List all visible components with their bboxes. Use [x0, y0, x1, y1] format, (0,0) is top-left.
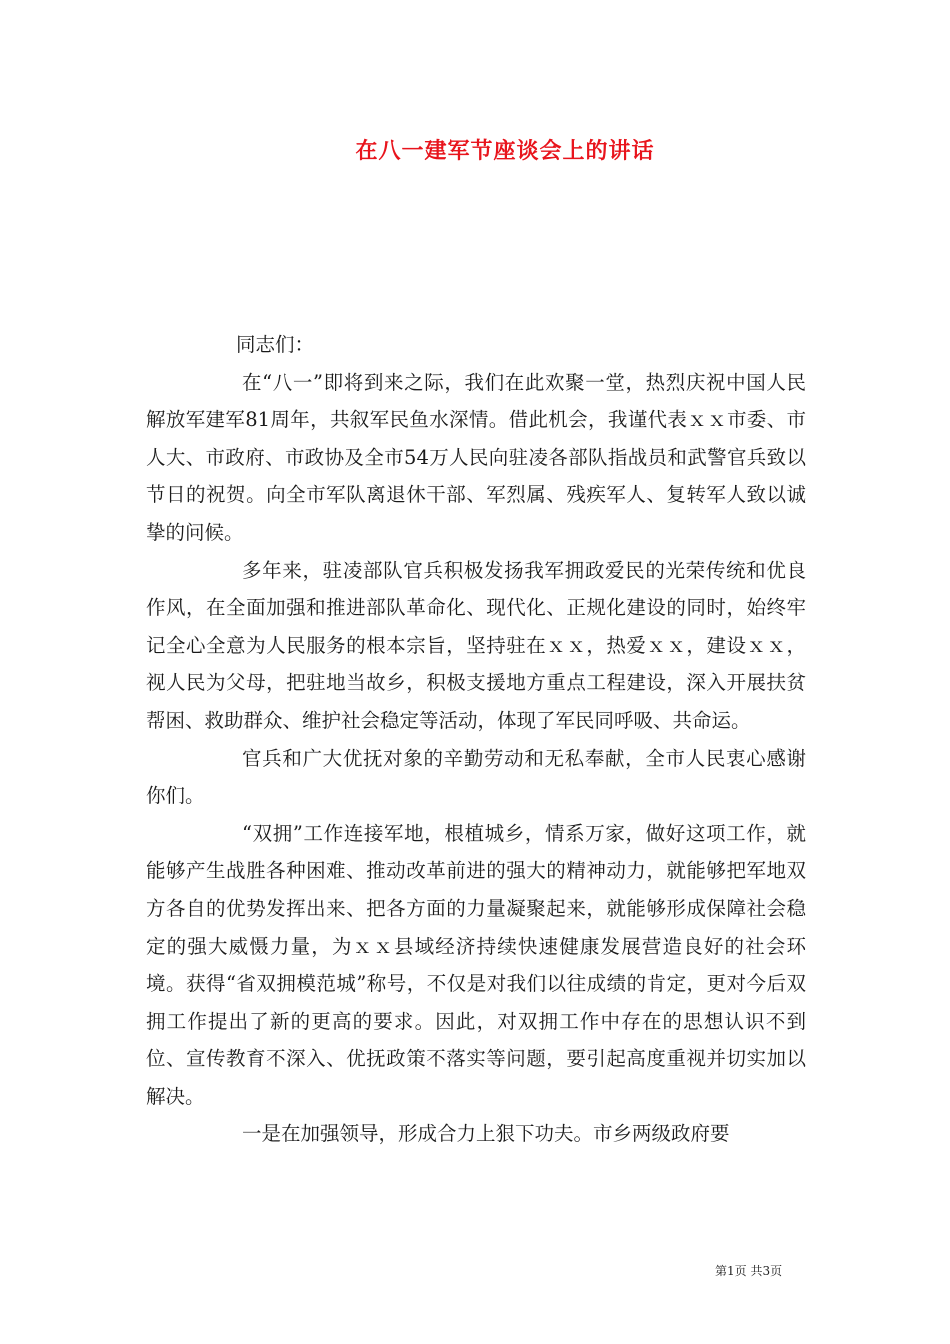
page-number-footer: 第1页 共3页 [715, 1264, 783, 1278]
paragraph-4: “双拥”工作连接军地，根植城乡，情系万家，做好这项工作，就能够产生战胜各种困难、推动改革前进的强大的精神动力，就能够把军地双方各自的优势发挥出来、把各方面的力量凝聚起来，就能够形成保障社会稳定的强大威慑力量，为ｘｘ县域经济持续快速健康发展营造良好的社会环境。获得“省双拥模范城”称号，不仅是对我们以往成绩的肯定，更对今后双拥工作提出了新的更高的要求。因此，对双拥工作中存在的思想认识不到位、宣传教育不深入、优抚政策不落实等问题，要引起高度重视并切实加以解决。 [146, 821, 806, 1108]
salutation: 同志们： [236, 333, 315, 356]
paragraph-3: 官兵和广大优抚对象的辛勤劳动和无私奉献，全市人民衷心感谢你们。 [146, 746, 806, 808]
document-body [146, 326, 806, 1153]
paragraph-5: 一是在加强领导，形成合力上狠下功夫。市乡两级政府要 [242, 1122, 730, 1146]
document-title: 在八一建军节座谈会上的讲话 [355, 138, 655, 164]
paragraph-1: 在“八一”即将到来之际，我们在此欢聚一堂，热烈庆祝中国人民解放军建军81周年，共叙军民鱼水深情。借此机会，我谨代表ｘｘ市委、市人大、市政府、市政协及全市54万人民向驻凌各部队指战员和武警官兵致以节日的祝贺。向全市军队离退休干部、军烈属、残疾军人、复转军人致以诚挚的问候。 [146, 370, 806, 544]
paragraph-2: 多年来，驻凌部队官兵积极发扬我军拥政爱民的光荣传统和优良作风，在全面加强和推进部队革命化、现代化、正规化建设的同时，始终牢记全心全意为人民服务的根本宗旨，坚持驻在ｘｘ，热爱ｘｘ，建设ｘｘ，视人民为父母，把驻地当故乡，积极支援地方重点工程建设，深入开展扶贫帮困、救助群众、维护社会稳定等活动，体现了军民同呼吸、共命运。 [146, 558, 806, 732]
